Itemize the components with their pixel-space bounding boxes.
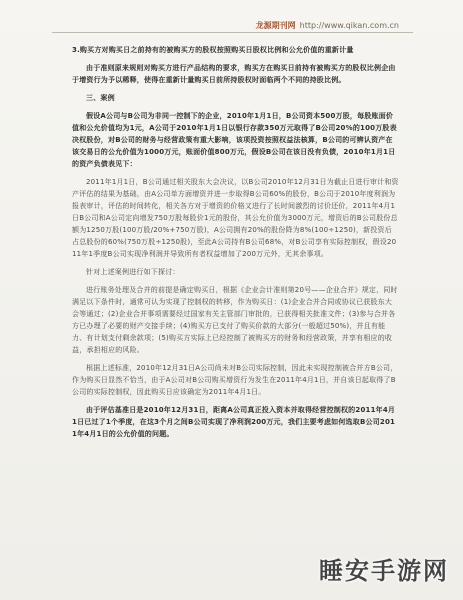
paragraph: 针对上述案例进行如下探讨： <box>86 268 180 276</box>
journal-url[interactable]: http://www.qikan.com.cn <box>299 21 399 30</box>
header-divider <box>52 32 413 33</box>
page-header <box>256 20 399 31</box>
paragraph: 2011年1月1日，B公司通过相关股东大会决议，以B公司2010年12月31日为截止日进行审计和资产评估的结果为基础，由A公司单方面增资并进一步取得B公司60%的股份，B公司于2010年度利润为报表审计，评估的时间转化，相关各方对于增资的价格又进行了长时间激烈的讨价还价，2011年4月1日B公司和A公司定向增发750万股每股价1元的股份，其公允价值为3000万元，增资后的B公司股份总额为1250万股(100万股/20%+750万股)，A公司拥有20%的股份降为8%(100÷1250)，新投资后占总股份的60%(750万股÷1250股)，至此A公司持有B公司68%，对B公司享有实际控制权，假设2011年1季度B公司实现净利润并导致所有者权益增加了200万元外，无其余事项。 <box>72 178 399 258</box>
site-watermark: 睡安手游网 <box>319 556 449 585</box>
paragraph: 根据上述标准，2010年12月31日A公司尚未对B公司实际控制，因此未实现控制被合并方B公司，作为购买日显然不恰当，由于A公司对B公司购买增资行为发生在2011年4月1日，并自该日起取得了B公司的实际控制权，因此购买日应该确定为2011年4月1日。 <box>72 364 398 396</box>
journal-brand: 龙源期刊网 <box>255 21 296 30</box>
paragraph: 由于准则原来规则对购买方进行产品结构的要求，购买方在购买日前持有被购买方的股权比例企由于增资行为予以稀释，使得在重新计量购买日前所持股权时面临两个不同的持股比例。 <box>72 64 396 84</box>
section-heading-case: 三、案例 <box>86 94 115 102</box>
paragraph: 假设A公司与B公司为非同一控制下的企业，2010年1月1日，B公司资本500万股，每股账面价值和公允价值均为1元，A公司于2010年1月1日以银行存款350万元取得了B公司20%的100万股表决权股份，对B公司的财务与经营政策有重大影响，该项投资按照权益法核算，B公司的可辨认资产在该交易日的公允价值为1000万元，账面价值800万元，假设B公司在该日没有负债，2010年1月1日的资产负债表见下： <box>72 112 397 168</box>
article-body <box>72 44 399 446</box>
section-title-3: 3.购买方对购买日之前持有的被购买方的股权按照购买日股权比例和公允价值的重新计量 <box>72 46 354 54</box>
paragraph: 进行账务处理及合并的前提是确定购买日，根据《企业会计准则第20号——企业合并》规定，同时满足以下条件时，通常可认为实现了控制权的转移，作为购买日：(1)企业合并合同或协议已获股东大会等通过；(2)企业合并事项需要经过国家有关主管部门审批的，已获得相关批准文件；(3)参与合并各方已办理了必要的财产交接手续；(4)购买方已支付了购买价款的大部分(一般超过50%)，并且有能力、有计划支付剩余款项；(5)购买方实际上已经控制了被购买方的财务和经营政策，并享有相应的收益，承担相应的风险。 <box>72 286 398 354</box>
paragraph: 由于评估基准日是2010年12月31日，距离A公司真正投入资本并取得经营控制权的2011年4月1日已过了1个季度，在这3个月之间B公司实现了净利润200万元，我们主要考虑如何选取B公司2011年4月1日的公允价值的问题。 <box>72 406 396 438</box>
